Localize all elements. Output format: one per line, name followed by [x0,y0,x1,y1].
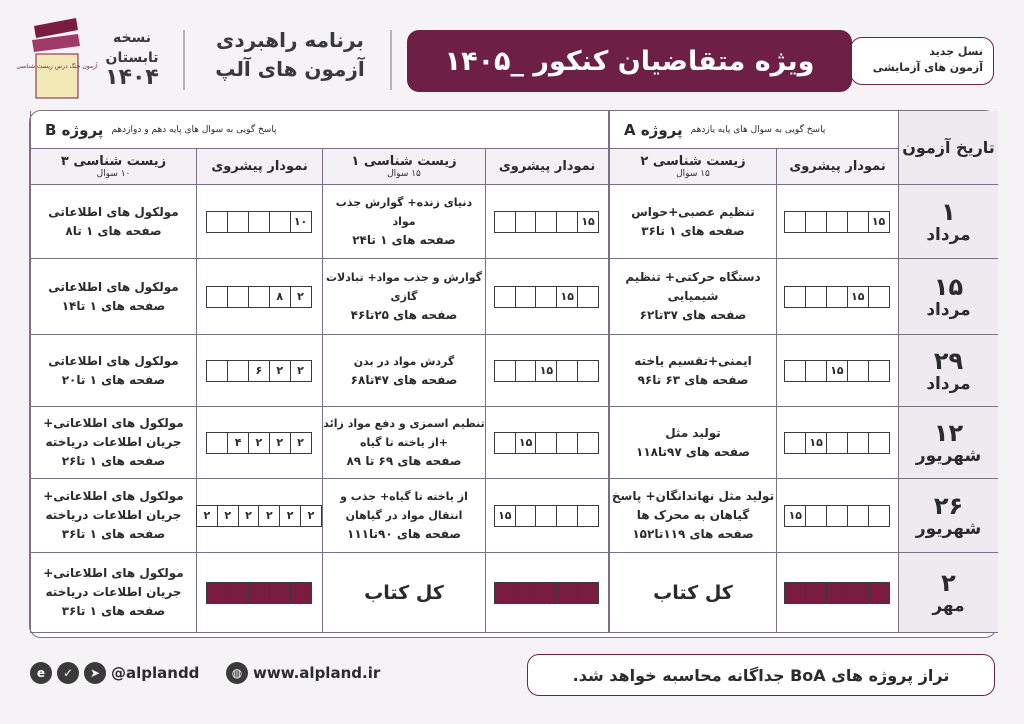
column-header-text: زیست شناسی ۳ [60,154,167,169]
topic-cell [322,479,485,553]
progress-chart [785,582,889,604]
new-generation-badge [850,37,994,85]
progress-box: ۱۵ [847,286,869,308]
progress-chart [197,505,322,527]
topic-cell [30,185,196,259]
topic-text: گوارش و جذب مواد+ تبادلات گازی [325,271,483,303]
progress-box [868,360,890,382]
progress-box [577,432,599,454]
progress-chart [785,360,889,382]
progress-box [847,360,869,382]
progress-box [494,286,516,308]
project-a-title: پروژه A [624,120,683,139]
progress-box [227,360,249,382]
progress-box: ۱۵ [868,211,890,233]
season-year: ۱۴۰۴ [105,65,159,90]
progress-cell [776,185,898,259]
progress-box [577,286,599,308]
progress-box: ۲ [290,360,312,382]
column-header [322,149,485,185]
date-day: ۲۹ [933,346,964,375]
topic-text: کل کتاب [364,581,444,604]
progress-box [577,360,599,382]
progress-box [556,432,578,454]
progress-box: ۲ [279,505,301,527]
header [0,0,1024,110]
column-header [196,149,322,185]
brand-line2: آزمون های آلپ [215,57,365,81]
date-cell [898,407,998,479]
progress-chart [785,432,889,454]
topic-text: تولید مثل [665,425,721,440]
topic-pages: صفحه های ۱۱۹تا۱۵۲ [632,527,754,541]
topic-pages: صفحه های ۴۷تا۶۸ [350,372,458,387]
progress-box [535,286,557,308]
progress-box [494,582,516,604]
progress-box [868,432,890,454]
project-a-header [608,111,898,149]
column-header-text: نمودار پیشروی [211,159,308,174]
topic-text: مولکول های اطلاعاتی+ جریان اطلاعات دریاخته [43,489,184,522]
progress-box [784,286,806,308]
project-b-desc: پاسخ گویی به سوال های پایه دهم و دوازدهم [111,124,277,135]
topic-text: مولکول های اطلاعاتی [48,279,179,294]
topic-pages: صفحه های ۳۷تا۶۲ [639,308,747,322]
progress-box [847,505,869,527]
telegram-icon: ➤ [84,662,106,684]
progress-box: ۸ [269,286,291,308]
progress-box [248,582,270,604]
progress-box [515,211,537,233]
progress-box: ۲ [300,505,322,527]
progress-cell [196,335,322,407]
season-name: تابستان [105,50,159,66]
topic-pages: صفحه های ۱ تا۸ [65,223,162,238]
schedule-table [29,110,997,638]
progress-box: ۲ [196,505,218,527]
date-header-text: تاریخ آزمون [902,138,995,157]
progress-box [805,211,827,233]
progress-cell [485,479,608,553]
column-header-text: زیست شناسی ۲ [640,154,746,169]
date-day: ۱۵ [933,272,964,301]
brand-line1: برنامه راهبردی [216,28,364,52]
topic-pages: صفحه های ۱ تا۱۴ [61,298,166,313]
date-day: ۲ [941,568,956,597]
progress-box [535,582,557,604]
topic-cell [322,259,485,335]
date-day: ۲۶ [933,491,964,520]
progress-box [269,582,291,604]
column-header [485,149,608,185]
progress-cell [485,407,608,479]
progress-chart [495,360,599,382]
progress-box: ۲ [269,360,291,382]
progress-box [826,211,848,233]
project-b-title: پروژه B [45,120,104,139]
website-text: www.alpland.ir [253,664,381,682]
progress-box [227,211,249,233]
topic-text: مولکول های اطلاعاتی+ جریان اطلاعات دریاخته [43,566,184,599]
progress-box [515,505,537,527]
topic-text: مولکول های اطلاعاتی [48,204,179,219]
progress-box [826,432,848,454]
progress-box: ۲ [248,432,270,454]
progress-cell [196,259,322,335]
progress-box: ۱۵ [805,432,827,454]
progress-box [784,360,806,382]
badge-line1: نسل جدید [929,45,983,58]
verified-icon: ✓ [57,662,79,684]
progress-box: ۱۵ [515,432,537,454]
globe-icon: ◍ [226,662,248,684]
progress-box [206,360,228,382]
topic-text: دنیای زنده+ گوارش جذب مواد [335,196,473,228]
svg-text:آزمون جنگ درس زیست شناسی: آزمون جنگ درس زیست شناسی [16,63,98,70]
progress-box [290,582,312,604]
progress-box: ۲ [269,432,291,454]
topic-text: دستگاه حرکتی+ تنظیم شیمیایی [625,270,761,303]
progress-box [826,286,848,308]
column-header-sub: ۱۵ سوال [387,169,421,179]
progress-cell [776,479,898,553]
progress-box [577,505,599,527]
topic-pages: صفحه های ۱ تا۳۶ [641,223,745,238]
progress-chart [495,505,599,527]
topic-cell [30,259,196,335]
progress-box [515,582,537,604]
progress-box [248,211,270,233]
progress-chart [207,360,311,382]
progress-box [206,582,228,604]
social-handle[interactable] [30,662,199,684]
topic-pages: صفحه های ۶۹ تا ۸۹ [346,454,462,468]
topic-pages: صفحه های ۲۵تا۴۶ [350,308,458,322]
progress-box [868,505,890,527]
brand-title [198,26,382,92]
progress-cell [485,185,608,259]
progress-box: ۱۵ [556,286,578,308]
divider [183,30,185,90]
date-cell [898,185,998,259]
topic-text: گردش مواد در بدن [353,354,455,368]
eitaa-icon: e [30,662,52,684]
progress-box: ۱۵ [826,360,848,382]
topic-cell [322,335,485,407]
column-header [30,149,196,185]
progress-chart [785,286,889,308]
progress-box [805,360,827,382]
progress-chart [207,582,311,604]
progress-box [206,432,228,454]
date-day: ۱۲ [933,418,964,447]
progress-box [847,211,869,233]
column-header-text: نمودار پیشروی [498,159,596,174]
progress-box [494,432,516,454]
footer-note: تراز پروژه های BoA جداگانه محاسبه خواهد شد. [527,654,995,696]
progress-box: ۱۰ [290,211,312,233]
topic-cell [608,407,776,479]
topic-pages: صفحه های ۱ تا۲۴ [352,233,456,247]
progress-box [494,211,516,233]
progress-box: ۴ [227,432,249,454]
topic-cell [322,553,485,633]
season-label [92,28,172,88]
progress-box [805,286,827,308]
topic-pages: صفحه های ۱ تا۳۶ [61,527,166,541]
divider [390,30,392,90]
progress-box [784,582,806,604]
topic-text: تولید مثل نهاندانگان+ پاسخ گیاهان به محرک ها [611,489,775,522]
progress-box [556,211,578,233]
progress-cell [196,479,322,553]
progress-cell [196,553,322,633]
progress-cell [196,185,322,259]
topic-text: ایمنی+تقسیم یاخته [634,353,752,368]
column-header [608,149,776,185]
date-month: شهریور [915,518,982,539]
topic-cell [30,407,196,479]
progress-box: ۲ [290,286,312,308]
progress-box: ۱۵ [535,360,557,382]
topic-pages: صفحه های ۶۳ تا۹۶ [637,372,749,387]
progress-cell [485,335,608,407]
progress-box [826,582,848,604]
date-cell [898,259,998,335]
badge-line2: آزمون های آزمایشی [872,61,983,74]
progress-box: ۱۵ [494,505,516,527]
topic-pages: صفحه های ۹۷تا۱۱۸ [636,444,750,459]
progress-box [556,360,578,382]
date-header [898,111,998,185]
progress-cell [776,407,898,479]
date-month: شهریور [915,445,982,466]
progress-chart [495,211,599,233]
progress-chart [207,211,311,233]
logo-icon [16,16,98,100]
social-text: @alplandd [111,664,200,682]
topic-cell [322,185,485,259]
progress-box [515,286,537,308]
topic-text: مولکول های اطلاعاتی+ جریان اطلاعات دریاخته [43,416,184,449]
topic-text: تنظیم اسمزی و دفع مواد زائد +از یاخته تا گیاه [323,417,485,449]
progress-box [784,211,806,233]
topic-pages: صفحه های ۹۰تا۱۱۱ [347,527,461,541]
date-month: مهر [932,595,965,616]
column-header-text: نمودار پیشروی [789,159,886,174]
column-header-sub: ۱۵ سوال [676,169,710,179]
project-b-header [30,111,608,149]
progress-box [868,286,890,308]
progress-box [494,360,516,382]
progress-box [826,505,848,527]
progress-box [784,432,806,454]
progress-box: ۲ [258,505,280,527]
progress-cell [485,553,608,633]
progress-chart [495,582,599,604]
progress-box [227,582,249,604]
topic-cell [30,479,196,553]
progress-box [577,582,599,604]
progress-box [206,286,228,308]
progress-box [556,505,578,527]
topic-pages: صفحه های ۱ تا۳۶ [61,604,166,618]
progress-box: ۲ [238,505,260,527]
date-day: ۱ [941,197,956,226]
progress-cell [485,259,608,335]
progress-box [847,582,869,604]
progress-cell [776,553,898,633]
progress-box [805,582,827,604]
season-word: نسخه [112,30,152,46]
progress-chart [785,211,889,233]
topic-cell [30,553,196,633]
topic-cell [608,335,776,407]
progress-box [515,360,537,382]
topic-cell [608,259,776,335]
topic-text: مولکول های اطلاعاتی [48,353,179,368]
progress-box [227,286,249,308]
date-cell [898,479,998,553]
page-title: ویژه متقاضیان کنکور _۱۴۰۵ [407,30,852,92]
progress-box: ۱۵ [577,211,599,233]
topic-text: تنظیم عصبی+حواس [631,204,755,219]
column-header [776,149,898,185]
date-cell [898,553,998,633]
topic-text: از یاخته تا گیاه+ جذب و انتقال مواد در گیاهان [340,490,468,522]
date-month: مرداد [926,224,971,245]
website-link[interactable] [226,662,380,684]
date-cell [898,335,998,407]
progress-box: ۲ [290,432,312,454]
date-month: مرداد [926,373,971,394]
topic-text: کل کتاب [653,581,733,604]
topic-cell [30,335,196,407]
progress-box [847,432,869,454]
progress-chart [207,286,311,308]
progress-box [269,211,291,233]
progress-chart [495,286,599,308]
progress-box: ۱۵ [784,505,806,527]
progress-box: ۶ [248,360,270,382]
date-month: مرداد [926,299,971,320]
progress-box [805,505,827,527]
progress-cell [776,259,898,335]
progress-box [206,211,228,233]
progress-chart [207,432,311,454]
progress-box [248,286,270,308]
topic-pages: صفحه های ۱ تا۲۰ [61,372,166,387]
progress-box: ۲ [217,505,239,527]
topic-cell [322,407,485,479]
progress-box [535,432,557,454]
progress-cell [776,335,898,407]
progress-box [556,582,578,604]
column-header-sub: ۱۰ سوال [96,169,131,179]
progress-chart [495,432,599,454]
topic-pages: صفحه های ۱ تا۲۶ [61,454,166,468]
progress-cell [196,407,322,479]
progress-box [868,582,890,604]
progress-chart [785,505,889,527]
column-header-text: زیست شناسی ۱ [351,154,457,169]
topic-cell [608,185,776,259]
topic-cell [608,479,776,553]
project-a-desc: پاسخ گویی به سوال های پایه یازدهم [690,124,826,135]
progress-box [535,505,557,527]
progress-box [535,211,557,233]
topic-cell [608,553,776,633]
